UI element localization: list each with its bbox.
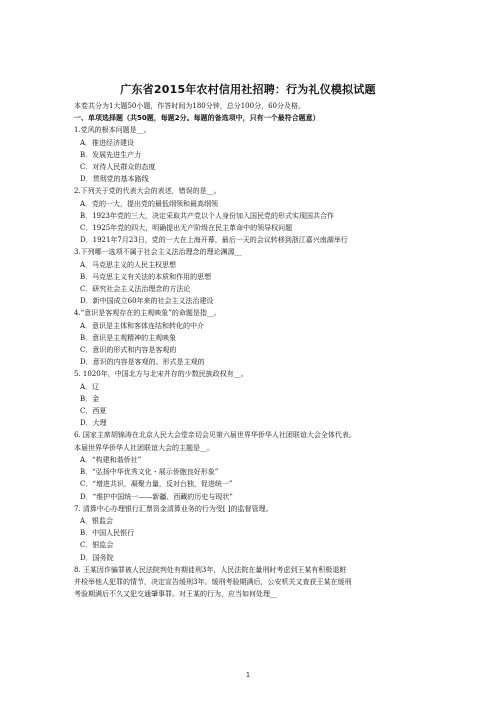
question-stem: 5. 1020年，中国北方与北宋并存的少数民族政权有__。: [74, 370, 248, 379]
question-list: [74, 124, 430, 600]
answer-option: D．大理: [80, 419, 107, 428]
answer-option: A．辽: [80, 382, 100, 391]
answer-option: B．“弘扬中华优秀文化・展示侨胞良好形象”: [80, 468, 219, 477]
question-item: [74, 185, 430, 246]
answer-option: A．“构建和谐侨社”: [80, 455, 142, 464]
question-item: [74, 564, 430, 601]
question-item: [74, 429, 430, 502]
question-item: [74, 124, 430, 185]
page-number: 1: [246, 672, 250, 679]
answer-option: D．“维护中国统一——新疆、西藏的历史与现状”: [80, 492, 233, 501]
question-item: [74, 368, 430, 429]
question-stem: 3.下列哪一选项不属于社会主义法治理念的理论渊源__: [74, 248, 242, 257]
answer-option: C．1925年党的四大，明确提出无产阶级在民主革命中的领导权问题: [80, 224, 293, 233]
answer-option: A．党的一大，提出党的最低纲领和最高纲领: [80, 199, 219, 208]
answer-option: C．研究社会主义法治理念的方法论: [80, 285, 191, 294]
answer-option: B．意识是主观精神的主观映象: [80, 333, 177, 342]
answer-option: D．国务院: [80, 553, 114, 562]
answer-option: D．新中国成立60年来的社会主义法治建设: [80, 297, 214, 306]
question-stem: 4.“意识是客观存在的主观映象”的命题是指__。: [74, 309, 221, 318]
answer-option: C．意识的形式和内容是客观的: [80, 346, 177, 355]
answer-option: A．推进经济建设: [80, 138, 135, 147]
answer-option: D．1921年7月23日，党的一大在上海开幕，最后一天的会议转移到浙江嘉兴南湖举行: [80, 236, 348, 245]
answer-option: C．西夏: [80, 407, 107, 416]
question-item: [74, 246, 430, 307]
answer-option: D．意识的内容是客观的、形式是主观的: [80, 358, 205, 367]
answer-option: C．银监会: [80, 541, 114, 550]
answer-option: D．贯彻党的基本路线: [80, 175, 149, 184]
section-heading: 一、单项选择题（共50题，每题2分。每题的备选项中，只有一个最符合题意）: [74, 114, 320, 123]
question-stem: 6. 国家主席胡锦涛在北京人民大会堂亲切会见第六届世界华侨华人社团联谊大会全体代表。: [74, 431, 356, 440]
question-stem: 考验期满后不久又犯交通肇事罪。对王某的行为，应当如何处理__: [74, 590, 277, 599]
question-stem: 2.下列关于党的代表大会的表述，错误的是__。: [74, 187, 221, 196]
answer-option: C．“增进共识，凝聚力量，反对台独，促进统一”: [80, 480, 233, 489]
question-item: [74, 307, 430, 368]
document-body: [74, 100, 430, 600]
intro-text: 本卷共分为1大题50小题，作答时间为180分钟，总分100分，60分及格。: [74, 102, 305, 110]
answer-option: A．马克思主义的人民主权思想: [80, 260, 177, 269]
answer-option: B．发展先进生产力: [80, 150, 142, 159]
document-title: 广东省2015年农村信用社招聘：行为礼仪模拟试题: [120, 83, 376, 96]
answer-option: C．对待人民群众的态度: [80, 163, 156, 172]
answer-option: A．意识是主体和客体连结和转化的中介: [80, 321, 205, 330]
answer-option: B．1923年党的三大，决定采取共产党以个人身份加入国民党的形式实现国共合作: [80, 211, 334, 220]
question-stem: 8. 王某因诈骗罪被人民法院判处有期徒刑3年，人民法院在量刑时考虑到王某有积极退赃: [74, 565, 347, 574]
answer-option: B．中国人民银行: [80, 529, 135, 538]
answer-option: B．马克思主义有关法的本质和作用的思想: [80, 272, 212, 281]
question-item: [74, 503, 430, 564]
question-stem: 7. 清算中心办理银行汇票资金清算业务的行为受[ ]的监督管理。: [74, 504, 273, 513]
answer-option: B．金: [80, 394, 100, 403]
question-stem: 本届世界华侨华人社团联谊大会的主题是__。: [74, 443, 214, 452]
question-stem: 1.党风的根本问题是__。: [74, 126, 151, 135]
question-stem: 并检举他人犯罪的情节，决定宣告缓刑3年。缓刑考验期满后，公安机关又查获王某在缓刑: [74, 577, 352, 586]
answer-option: A．银监会: [80, 516, 114, 525]
